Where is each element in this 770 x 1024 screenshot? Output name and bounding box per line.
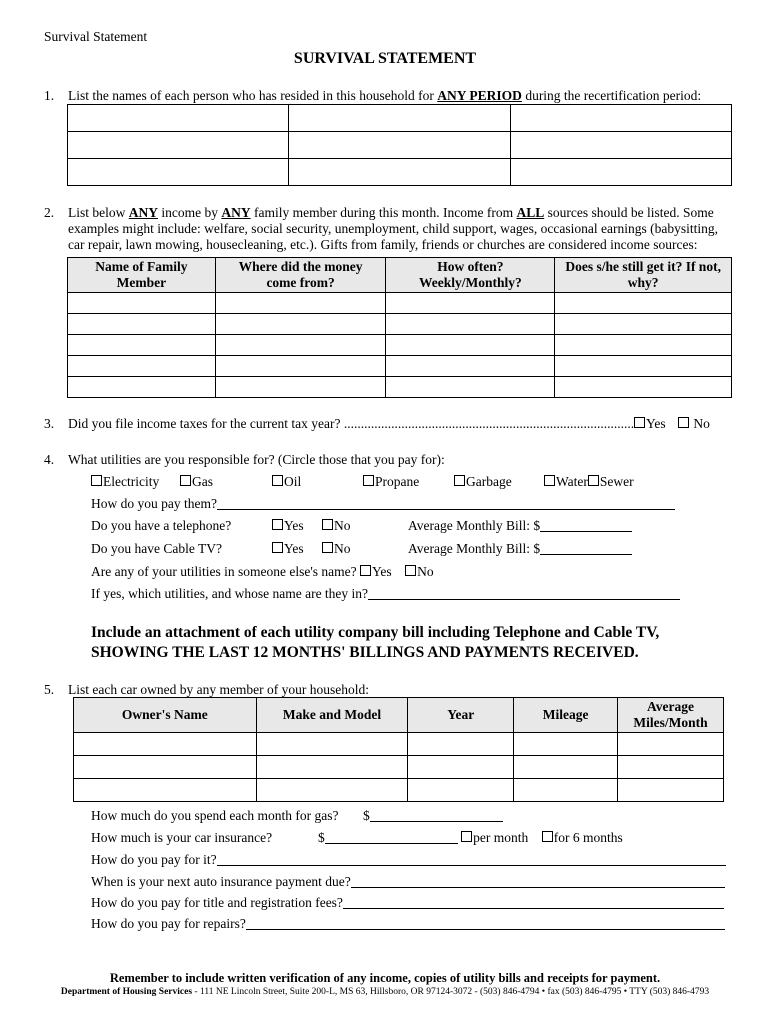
col-header-mileage: Mileage xyxy=(514,698,618,733)
checkbox-icon[interactable] xyxy=(588,475,599,486)
q3-number: 3. xyxy=(44,416,55,431)
table-cell[interactable] xyxy=(514,733,618,756)
q2-income-table xyxy=(67,257,732,398)
insurance-six-months[interactable]: for 6 months xyxy=(542,830,623,845)
q3-text: Did you file income taxes for the current tax year? ...................................................................................... xyxy=(68,416,635,431)
col-header-avg-miles: Average Miles/Month xyxy=(618,698,724,733)
table-cell[interactable] xyxy=(256,733,408,756)
q1-text: List the names of each person who has resided in this household for ANY PERIOD during the recertification period: xyxy=(68,88,702,103)
table-cell[interactable] xyxy=(386,335,555,356)
table-cell[interactable] xyxy=(386,314,555,335)
col-header-make-model: Make and Model xyxy=(256,698,408,733)
answer-line[interactable] xyxy=(540,542,632,555)
q1-number: 1. xyxy=(44,88,55,103)
table-cell[interactable] xyxy=(289,105,510,132)
table-cell[interactable] xyxy=(68,159,289,186)
table-cell[interactable] xyxy=(289,132,510,159)
checkbox-icon[interactable] xyxy=(461,831,472,842)
q2-text-line2: examples might include: welfare, social security, unemployment, child support, wages, occasional earnings (babysitting, xyxy=(68,221,718,236)
telephone-no[interactable]: No xyxy=(322,518,351,534)
table-cell[interactable] xyxy=(618,756,724,779)
checkbox-icon[interactable] xyxy=(180,475,191,486)
someone-else-no[interactable]: No xyxy=(405,564,434,579)
how-pay-utilities: How do you pay them? xyxy=(91,496,675,512)
checkbox-icon[interactable] xyxy=(542,831,553,842)
telephone-avg-bill: Average Monthly Bill: $ xyxy=(408,518,632,534)
table-cell[interactable] xyxy=(618,779,724,802)
q3-no-option[interactable]: No xyxy=(678,416,710,432)
table-cell[interactable] xyxy=(215,377,386,398)
table-cell[interactable] xyxy=(256,756,408,779)
answer-line[interactable] xyxy=(351,875,725,888)
telephone-question: Do you have a telephone? xyxy=(91,518,232,533)
checkbox-icon[interactable] xyxy=(363,475,374,486)
utility-propane[interactable]: Propane xyxy=(363,474,419,490)
q3-yes-option[interactable]: Yes xyxy=(634,416,666,432)
table-cell[interactable] xyxy=(215,314,386,335)
someone-else-question: Are any of your utilities in someone else's name? Yes No xyxy=(91,564,434,579)
answer-line[interactable] xyxy=(540,519,632,532)
answer-line[interactable] xyxy=(217,497,675,510)
answer-line[interactable] xyxy=(343,896,724,909)
table-cell[interactable] xyxy=(408,733,514,756)
table-cell[interactable] xyxy=(68,377,216,398)
footer-reminder: Remember to include written verification of any income, copies of utility bills and receipts for payment. xyxy=(109,971,661,985)
answer-line[interactable] xyxy=(246,917,725,930)
checkbox-icon[interactable] xyxy=(322,542,333,553)
footer-address: Department of Housing Services - 111 NE Lincoln Street, Suite 200-L, MS 63, Hillsboro, OR 97124-3072 - (503) 846-4794 • fax (503) 846-4795 • TTY (503) 846-4793 xyxy=(60,987,710,997)
checkbox-icon[interactable] xyxy=(678,417,689,428)
cable-avg-bill: Average Monthly Bill: $ xyxy=(408,541,632,557)
checkbox-icon[interactable] xyxy=(360,565,371,576)
col-header-frequency: How often? Weekly/Monthly? xyxy=(386,258,555,293)
checkbox-icon[interactable] xyxy=(405,565,416,576)
utility-electricity[interactable]: Electricity xyxy=(91,474,159,490)
table-cell[interactable] xyxy=(555,377,732,398)
col-header-year: Year xyxy=(408,698,514,733)
table-cell[interactable] xyxy=(68,356,216,377)
q2-number: 2. xyxy=(44,205,55,220)
table-cell[interactable] xyxy=(510,105,731,132)
table-cell[interactable] xyxy=(408,756,514,779)
table-cell[interactable] xyxy=(256,779,408,802)
col-header-still-get-it: Does s/he still get it? If not, why? xyxy=(555,258,732,293)
repairs-question: How do you pay for repairs? xyxy=(91,916,725,932)
table-cell[interactable] xyxy=(68,314,216,335)
table-cell[interactable] xyxy=(386,356,555,377)
table-cell[interactable] xyxy=(215,356,386,377)
utility-garbage[interactable]: Garbage xyxy=(454,474,512,490)
page-title: SURVIVAL STATEMENT xyxy=(293,50,477,67)
telephone-yes[interactable]: Yes xyxy=(272,518,304,534)
q4-number: 4. xyxy=(44,452,55,467)
table-cell[interactable] xyxy=(68,335,216,356)
table-cell[interactable] xyxy=(74,733,257,756)
insurance-question: How much is your car insurance? xyxy=(91,830,273,845)
checkbox-icon[interactable] xyxy=(272,519,283,530)
insurance-per-month[interactable]: per month xyxy=(461,830,528,845)
table-cell[interactable] xyxy=(618,733,724,756)
q1-household-table xyxy=(67,104,732,186)
q5-car-table xyxy=(73,697,724,802)
table-cell[interactable] xyxy=(510,132,731,159)
table-cell[interactable] xyxy=(68,105,289,132)
someone-else-yes[interactable]: Yes xyxy=(360,564,392,579)
checkbox-icon[interactable] xyxy=(454,475,465,486)
table-cell[interactable] xyxy=(74,756,257,779)
cable-no[interactable]: No xyxy=(322,541,351,557)
table-cell[interactable] xyxy=(215,293,386,314)
notice-line1: Include an attachment of each utility company bill including Telephone and Cable TV, xyxy=(91,624,660,641)
table-cell[interactable] xyxy=(555,293,732,314)
table-cell[interactable] xyxy=(555,314,732,335)
table-cell[interactable] xyxy=(215,335,386,356)
gas-spend-question: How much do you spend each month for gas? xyxy=(91,808,339,823)
answer-line[interactable] xyxy=(217,853,726,866)
q2-text-line3: car repair, lawn mowing, housecleaning, etc.). Gifts from family, friends or churches are considered income sources: xyxy=(68,237,698,252)
table-cell[interactable] xyxy=(386,377,555,398)
which-utilities: If yes, which utilities, and whose name are they in? xyxy=(91,586,680,602)
col-header-family-member: Name of Family Member xyxy=(68,258,216,293)
utility-gas[interactable]: Gas xyxy=(180,474,213,490)
answer-line[interactable] xyxy=(370,809,503,822)
q5-text: List each car owned by any member of your household: xyxy=(68,682,370,697)
cable-question: Do you have Cable TV? xyxy=(91,541,222,556)
q2-text-line1: List below ANY income by ANY family member during this month. Income from ALL sources should be listed. Some xyxy=(68,205,714,220)
checkbox-icon[interactable] xyxy=(322,519,333,530)
checkbox-icon[interactable] xyxy=(272,475,283,486)
col-header-money-source: Where did the money come from? xyxy=(215,258,386,293)
notice-line2: SHOWING THE LAST 12 MONTHS' BILLINGS AND PAYMENTS RECEIVED. xyxy=(91,644,639,661)
table-cell[interactable] xyxy=(74,779,257,802)
utility-water-sewer[interactable]: Water Sewer xyxy=(544,474,634,490)
checkbox-icon[interactable] xyxy=(544,475,555,486)
table-cell[interactable] xyxy=(514,756,618,779)
table-cell[interactable] xyxy=(514,779,618,802)
table-cell[interactable] xyxy=(555,335,732,356)
cable-yes[interactable]: Yes xyxy=(272,541,304,557)
q5-number: 5. xyxy=(44,682,55,697)
table-cell[interactable] xyxy=(68,132,289,159)
table-cell[interactable] xyxy=(386,293,555,314)
table-cell[interactable] xyxy=(68,293,216,314)
utility-oil[interactable]: Oil xyxy=(272,474,301,490)
insurance-answer: $ per month for 6 months xyxy=(318,830,623,845)
answer-line[interactable] xyxy=(325,831,458,844)
title-fees-question: How do you pay for title and registration fees? xyxy=(91,895,724,911)
table-cell[interactable] xyxy=(510,159,731,186)
q4-text: What utilities are you responsible for? (Circle those that you pay for): xyxy=(68,452,445,467)
table-cell[interactable] xyxy=(408,779,514,802)
table-cell[interactable] xyxy=(289,159,510,186)
gas-spend-answer: $ xyxy=(363,808,503,824)
checkbox-icon[interactable] xyxy=(272,542,283,553)
checkbox-icon[interactable] xyxy=(91,475,102,486)
col-header-owner: Owner's Name xyxy=(74,698,257,733)
answer-line[interactable] xyxy=(368,587,680,600)
insurance-pay-question: How do you pay for it? xyxy=(91,852,726,868)
table-cell[interactable] xyxy=(555,356,732,377)
running-header: Survival Statement xyxy=(44,29,148,44)
next-payment-question: When is your next auto insurance payment due? xyxy=(91,874,725,890)
checkbox-icon[interactable] xyxy=(634,417,645,428)
